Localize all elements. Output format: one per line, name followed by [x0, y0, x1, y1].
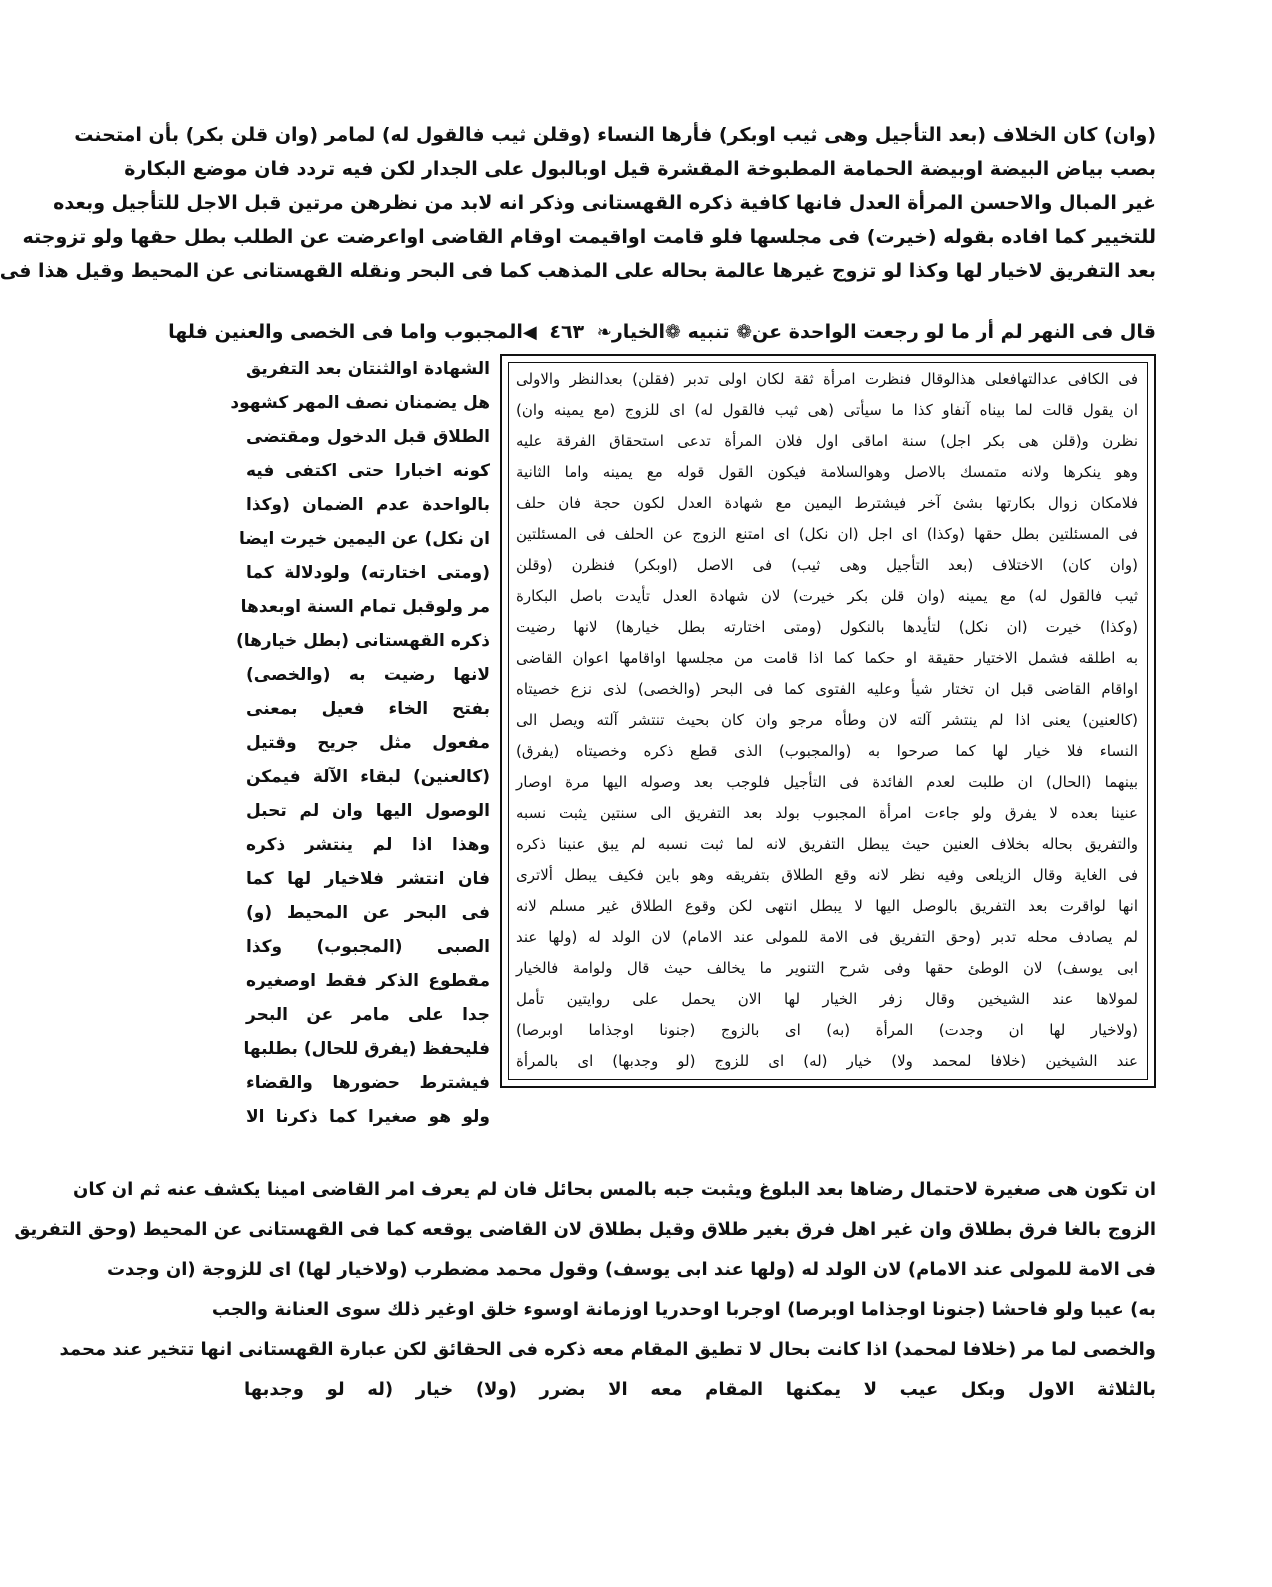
side-line: فليحفظ (يفرق للحال) بطلبها [243, 1039, 490, 1059]
main-line: ابى يوسف) لان الوطئ حقها وفى شرح التنوير ما يخالف حيث قال ولوامة فالخيار [516, 959, 1138, 977]
main-line: عنينا بعده لا يفرق ولو جاءت امرأة المجبوب بولد بعد التفريق الى سنتين يثبت نسبه [516, 804, 1138, 822]
main-text [516, 364, 1138, 1077]
main-line: لمولاها عند الشيخين وقال زفر الخيار لها الان يحمل على روايتين تأمل [516, 990, 1138, 1008]
main-line: ثيب فالقول له) مع يمينه (وان قلن بكر خيرت) لان شهادة العدل تأيدت باصل البكارة [516, 587, 1138, 605]
side-line: مر ولوقبل تمام السنة اوبعدها [240, 597, 490, 617]
header-left-text: المجبوب واما فى الخصى والعنين فلها [168, 321, 523, 343]
ornament-left-icon: ◀ [522, 321, 537, 343]
side-line: كونه اخبارا حتى اكتفى فيه [246, 461, 490, 481]
side-line: لانها رضيت به (والخصى) [246, 665, 490, 685]
side-line: فيشترط حضورها والقضاء [246, 1073, 490, 1093]
main-line: اواقام القاضى قبل ان تختار شيأ وعليه الفتوى كما فى البحر (والخصى) لذى نزع خصيتاه [516, 680, 1138, 698]
side-line: (كالعنين) لبقاء الآلة فيمكن [246, 767, 490, 787]
side-line: الطلاق قبل الدخول ومقتضى [246, 427, 490, 447]
main-line: وهو ينكرها ولانه متمسك بالاصل وهوالسلامة فيكون القول قوله مع يمينه واما الثانية [516, 463, 1138, 481]
bottom-line: بالثلاثة الاول وبكل عيب لا يمكنها المقام معه الا بضرر (ولا) خيار (له لو وجدبها [244, 1379, 1156, 1400]
top-line: غير المبال والاحسن المرأة العدل فانها كافية ذكره القهستانى وذكر انه لابد من نظرهن مرتين قبل الاجل للتأجيل وبعده [53, 192, 1156, 214]
bottom-line: فى الامة للمولى عند الامام) لان الولد له (ولها عند ابى يوسف) وقول محمد مضطرب (ولاخيار لها) اى للزوجة (ان وجدت [106, 1259, 1156, 1280]
bottom-line: الزوج بالغا فرق بطلاق وان غير اهل فرق بغير طلاق وقيل بطلاق لان القاضى يوقعه كما فى القهستانى عن المحيط (وحق التفريق [14, 1219, 1156, 1240]
side-line: ان نكل) عن اليمين خيرت ايضا [238, 529, 490, 549]
top-line: للتخيير كما افاده بقوله (خيرت) فى مجلسها فلو قامت اواقيمت اوقام القاضى اواعرضت عن الطلب بطل حقها ولو تزوجته [22, 226, 1156, 248]
side-commentary [230, 352, 490, 1134]
bottom-line: ان تكون هى صغيرة لاحتمال رضاها بعد البلوغ ويثبت جبه بالمس بحائل فان لم يعرف امر القاضى امينا يكشف عنه ثم ان كان [72, 1179, 1156, 1200]
ornament-right-icon: ❧ [596, 321, 612, 343]
side-line: ذكره القهستانى (بطل خيارها) [235, 631, 490, 651]
side-line: بالواحدة عدم الضمان (وكذا [246, 495, 490, 515]
main-line: (كالعنين) يعنى اذا لم ينتشر آلته لان وطأه مرجو وان كان بحيث تنتشر آلته ويصل الى [516, 711, 1138, 729]
running-header [168, 315, 1156, 349]
main-line: والتفريق بحاله بخلاف العنين حيث يبطل التفريق لانه لما ثبت نسبه لم يبق عنينا ذكره [516, 835, 1138, 853]
side-line: ولو هو صغيرا كما ذكرنا الا [246, 1107, 490, 1127]
side-line: وهذا اذا لم ينتشر ذكره [246, 835, 490, 855]
top-line: بعد التفريق لاخيار لها وكذا لو تزوج غيرها عالمة بحاله على المذهب كما فى البحر ونقله القهستانى عن المحيط وقيل هذا فى [0, 260, 1156, 282]
main-line: فى الغاية وقال الزيلعى وفيه نظر لانه وقع الطلاق بتفريقه وهو باين فكيف يبطل ألاترى [516, 866, 1138, 884]
side-line: الصبى (المجبوب) وكذا [246, 937, 490, 957]
top-line: بصب بياض البيضة اوبيضة الحمامة المطبوخة المقشرة قيل اوبالبول على الجدار لكن فيه تردد فان موضع البكارة [124, 158, 1156, 180]
bottom-commentary [14, 1170, 1156, 1410]
main-line: ان يقول قالت لما بيناه آنفاو كذا ما سيأتى (هى ثيب فالقول له) اى للزوج (مع يمينه وان) [516, 401, 1138, 419]
side-line: هل يضمنان نصف المهر كشهود [230, 393, 490, 413]
main-line: به اطلقه فشمل الاختيار حقيقة او حكما كما اذا قامت من مجلسها اواقامها اعوان القاضى [516, 649, 1138, 667]
side-line: جدا على مامر عن البحر [246, 1005, 490, 1025]
side-line: الشهادة اوالثنتان بعد التفريق [246, 359, 490, 379]
header-note: ❁ تنبيه ❁ [665, 321, 753, 343]
side-line: مفعول مثل جريح وقتيل [246, 733, 490, 753]
page-number: ٤٦٣ [549, 320, 585, 343]
main-line: عند الشيخين (خلافا لمحمد ولا) خيار (له) اى للزوج (لو وجدبها) اى بالمرأة [516, 1052, 1138, 1070]
side-line: الوصول اليها وان لم تحبل [246, 801, 490, 821]
main-line: فلامكان زوال بكارتها بشئ آخر فيشترط اليمين مع شهادة العدل لكون حجة فان حلف [516, 494, 1138, 512]
side-line: مقطوع الذكر فقط اوصغيره [246, 971, 490, 991]
main-line: فى الكافى عدالتهافعلى هذالوقال فنظرت امرأة ثقة لكان اولى تدبر (فقلن) بعدالنظر والاولى [516, 370, 1138, 388]
main-line: فى المسئلتين بطل حقها (وكذا) اى اجل (ان نكل) اى امتنع الزوج عن الحلف فى المسئلتين [516, 525, 1138, 543]
side-line: (ومتى اختارته) ولودلالة كما [246, 563, 490, 583]
bottom-line: به) عيبا ولو فاحشا (جنونا اوجذاما اوبرصا) اوجربا اوحدريا اوزمانة اوسوء خلق اوغير ذلك سوى العنانة والجب [211, 1299, 1156, 1320]
side-line: فان انتشر فلاخيار لها كما [246, 869, 490, 889]
header-chapter: الخيار [611, 321, 666, 343]
main-line: (ولاخيار لها ان وجدت) المرأة (به) اى بالزوج (جنونا اوجذاما اوبرصا) [516, 1021, 1138, 1039]
main-line: نظرن و(قلن هى بكر اجل) سنة اماقى اول فلان المرأة تدعى استحقاق الفرقة عليه [516, 432, 1138, 450]
bottom-line: والخصى لما مر (خلافا لمحمد) اذا كانت بحال لا تطيق المقام معه ذكره فى الحقائق لكن عبارة القهستانى انها تتخير عند محمد [59, 1339, 1156, 1360]
top-commentary [0, 118, 1156, 288]
side-line: بفتح الخاء فعيل بمعنى [246, 699, 490, 719]
top-line: (وان) كان الخلاف (بعد التأجيل وهى ثيب اوبكر) فأرها النساء (وقلن ثيب فالقول له) لمامر (وان قلن بكر) بأن امتحنت [74, 124, 1156, 146]
main-line: بينهما (الحال) ان طلبت لعدم الفائدة فى التأجيل فلوجب بعد وصوله اليها مرة اوصار [516, 773, 1138, 791]
header-right-text: قال فى النهر لم أر ما لو رجعت الواحدة عن [752, 321, 1156, 343]
main-line: لم يصادف محله تدبر (وحق التفريق فى الامة للمولى عند الامام) لان الولد له (ولها عند [516, 928, 1138, 946]
main-line: (وان كان) الاختلاف (بعد التأجيل وهى ثيب) فى الاصل (اوبكر) فنظرن (وقلن [516, 556, 1138, 574]
side-line: فى البحر عن المحيط (و) [246, 903, 490, 923]
main-line: النساء فلا خيار لها كما صرحوا به (والمجبوب) الذى قطع ذكره وخصيتاه (يفرق) [516, 742, 1138, 760]
main-line: (وكذا) خيرت (ان نكل) لتأيدها بالنكول (ومتى اختارته بطل خيارها) لانها رضيت [516, 618, 1138, 636]
main-line: انها لواقرت بعد التفريق بالوصل اليها لا يبطل انتهى لكن وقوع الطلاق غير مسلم لانه [516, 897, 1138, 915]
